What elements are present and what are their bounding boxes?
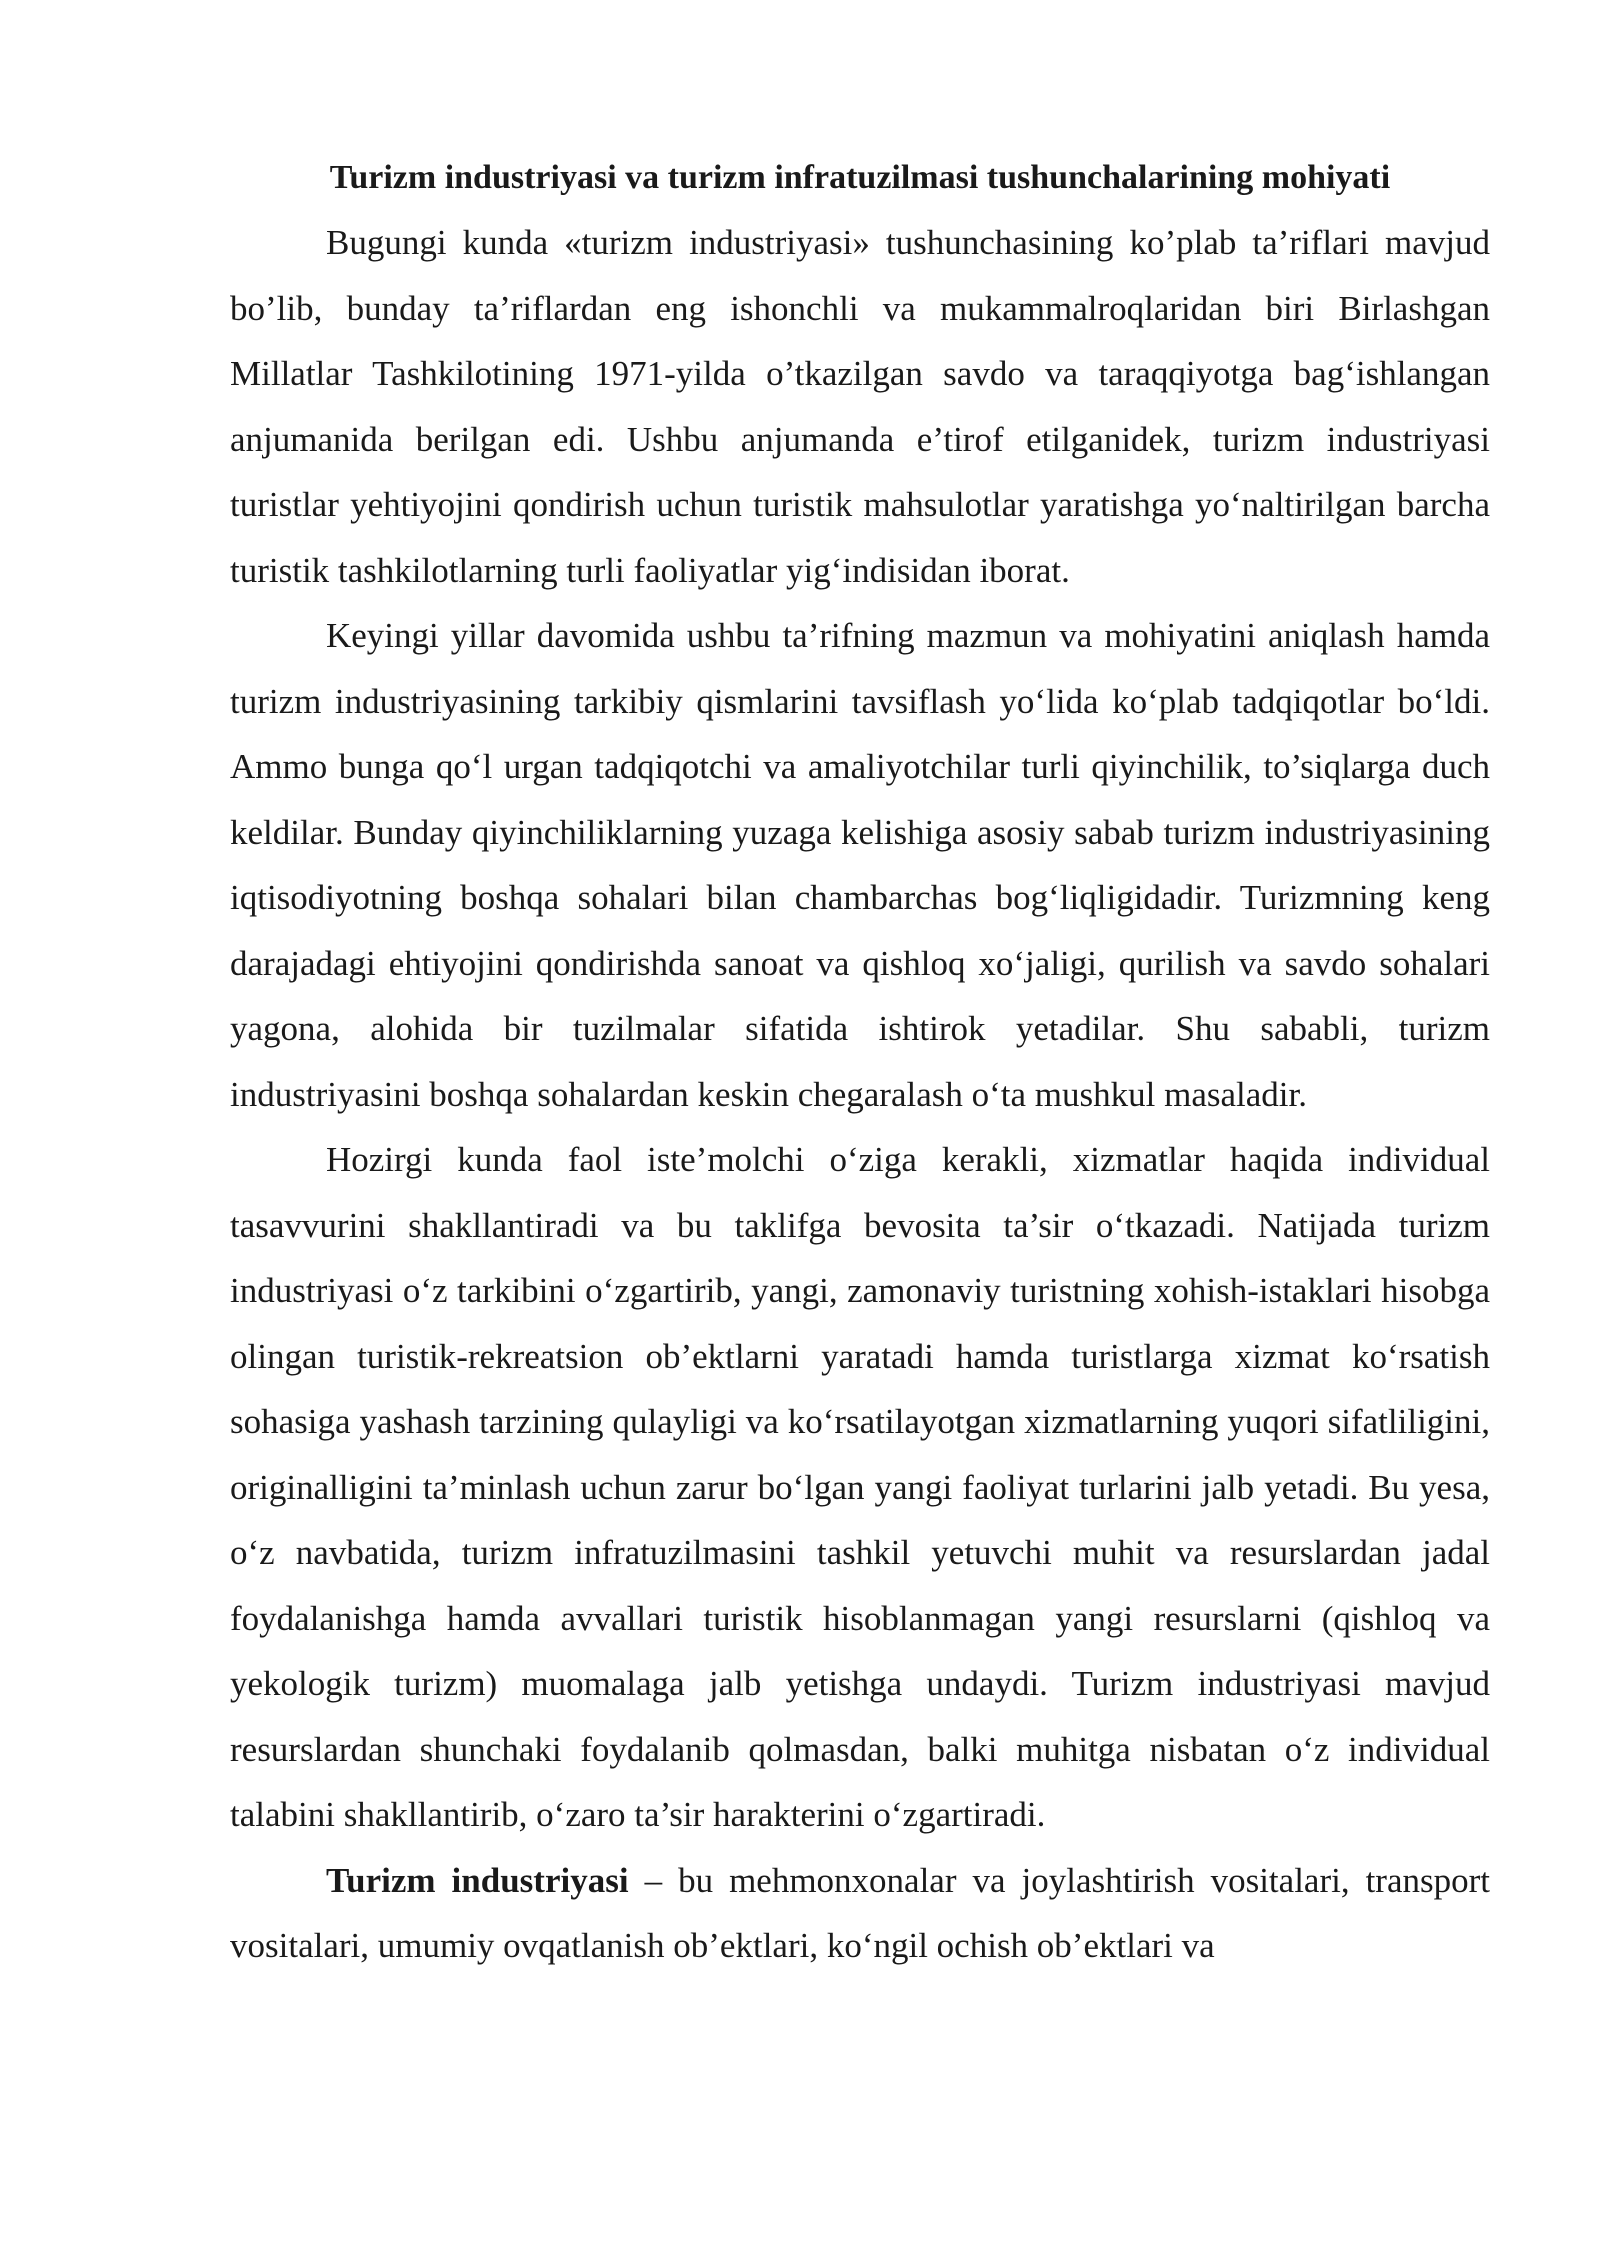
document-title: Turizm industriyasi va turizm infratuzilmasi tushunchalarining mohiyati (329, 159, 1391, 196)
paragraph-3: Hozirgi kunda faol iste’molchi o‘ziga kerakli, xizmatlar haqida individual tasavvurini shakllantiradi va bu taklifga bevosita ta’sir o‘tkazadi. Natijada turizm industriyasi o‘z tarkibini o‘zgartirib, yangi, zamonaviy turistning xohish-istaklari hisobga olingan turistik-rekreatsion ob’ektlarni yaratadi hamda turistlarga xizmat ko‘rsatish sohasiga yashash tarzining qulayligi va ko‘rsatilayotgan xizmatlarning yuqori sifatliligini, originalligini ta’minlash uchun zarur bo‘lgan yangi faoliyat turlarini jalb yetadi. Bu yesa, o‘z navbatida, turizm infratuzilmasini tashkil yetuvchi muhit va resurslardan jadal foydalanishga hamda avvallari turistik hisoblanmagan yangi resurslarni (qishloq va yekologik turizm) muomalaga jalb yetishga undaydi. Turizm industriyasi mavjud resurslardan shunchaki foydalanib qolmasdan, balki muhitga nisbatan o‘z individual talabini shakllantirib, o‘zaro ta’sir harakterini o‘zgartiradi. (230, 1140, 1490, 1834)
document-page (230, 148, 1490, 1979)
paragraph-1: Bugungi kunda «turizm industriyasi» tushunchasining ko’plab ta’riflari mavjud bo’lib, bunday ta’riflardan eng ishonchli va mukammalroqlaridan biri Birlashgan Millatlar Tashkilotining 1971-yilda o’tkazilgan savdo va taraqqiyotga bag‘ishlangan anjumanida berilgan edi. Ushbu anjumanda e’tirof etilganidek, turizm industriyasi turistlar yehtiyojini qondirish uchun turistik mahsulotlar yaratishga yo‘naltirilgan barcha turistik tashkilotlarning turli faoliyatlar yig‘indisidan iborat. (230, 223, 1490, 590)
definition-text: – bu mehmonxonalar va joylashtirish vositalari, transport vositalari, umumiy ovqatlanish ob’ektlari, ko‘ngil ochish ob’ektlari va (230, 1860, 1490, 1965)
paragraph-2: Keyingi yillar davomida ushbu ta’rifning mazmun va mohiyatini aniqlash hamda turizm industriyasining tarkibiy qismlarini tavsiflash yo‘lida ko‘plab tadqiqotlar bo‘ldi. Ammo bunga qo‘l urgan tadqiqotchi va amaliyotchilar turli qiyinchilik, to’siqlarga duch keldilar. Bunday qiyinchiliklarning yuzaga kelishiga asosiy sabab turizm industriyasining iqtisodiyotning boshqa sohalari bilan chambarchas bog‘liqligidadir. Turizmning keng darajadagi ehtiyojini qondirishda sanoat va qishloq xo‘jaligi, qurilish va savdo sohalari yagona, alohida bir tuzilmalar sifatida ishtirok yetadilar. Shu sababli, turizm industriyasini boshqa sohalardan keskin chegaralash o‘ta mushkul masaladir. (230, 616, 1490, 1114)
definition-paragraph (230, 1848, 1490, 1979)
definition-term: Turizm industriyasi (326, 1860, 629, 1900)
